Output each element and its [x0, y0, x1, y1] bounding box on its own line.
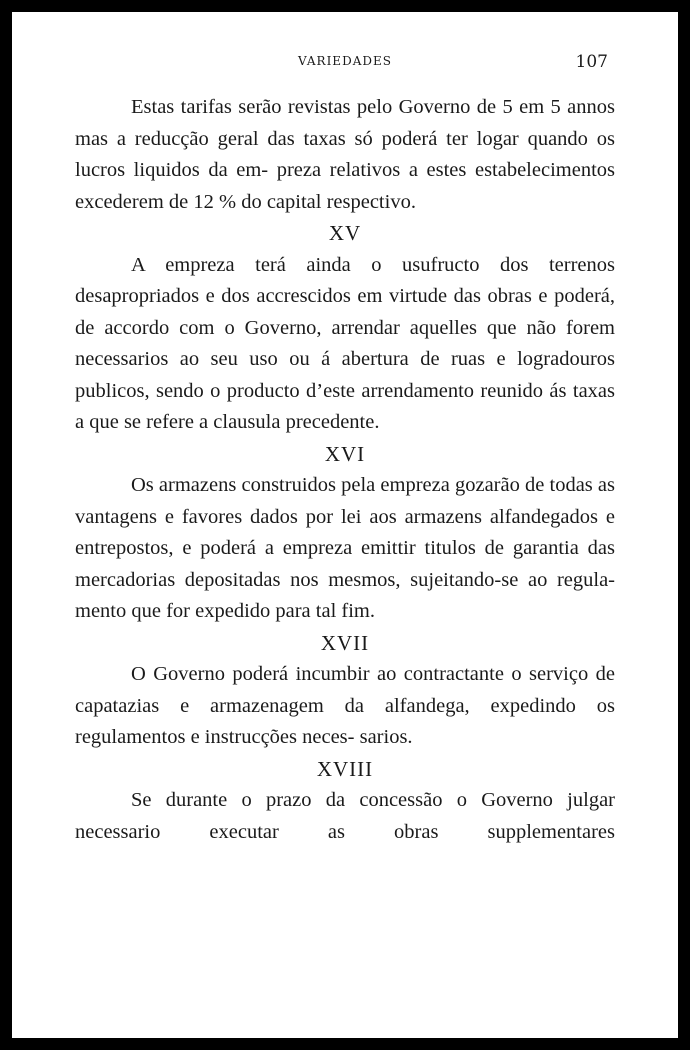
paragraph-clause-xv: A empreza terá ainda o usufructo dos terrenos desapropriados e dos accrescidos em virtude das obras e poderá, de accordo com o Governo, arrendar aquelles que não forem necessarios ao seu uso ou á abertura de ruas e logradouros publicos, sendo o producto d’este arrendamento reunido ás taxas a que se refere a clausula precedente.	[75, 253, 615, 433]
clause-heading-xv: XV	[328, 221, 362, 245]
paragraph-clause-xvi: Os armazens construidos pela empreza gozarão de todas as vantagens e favores dados por lei aos armazens alfandegados e entrepostos, e poderá a empreza emittir titulos de garantia das mercadorias depositadas nos mesmos, sujeitando-se ao regula- mento que for expedido para tal fim.	[75, 474, 615, 622]
running-title: VARIEDADES	[298, 54, 392, 68]
page-number: 107	[575, 52, 608, 72]
paragraph-tariff-review: Estas tarifas serão revistas pelo Governo de 5 em 5 annos mas a reducção geral das taxas só poderá ter logar quando os lucros liquidos da em- preza relativos a estes estabelecimentos excederem de 12 % do capital respectivo.	[75, 96, 615, 213]
clause-heading-xvii: XVII	[320, 630, 370, 655]
clause-heading-xvi: XVI	[324, 441, 366, 466]
paragraph-clause-xviii: Se durante o prazo da concessão o Governo julgar necessario executar as obras supplementares	[75, 789, 615, 843]
body-text	[75, 92, 615, 848]
clause-heading-xviii: XVIII	[316, 756, 374, 781]
paragraph-clause-xvii: O Governo poderá incumbir ao contractante o serviço de capatazias e armazenagem da alfandega, expedindo os regulamentos e instrucções neces- sarios.	[75, 663, 615, 748]
book-page	[12, 12, 678, 1038]
running-head	[12, 52, 678, 72]
